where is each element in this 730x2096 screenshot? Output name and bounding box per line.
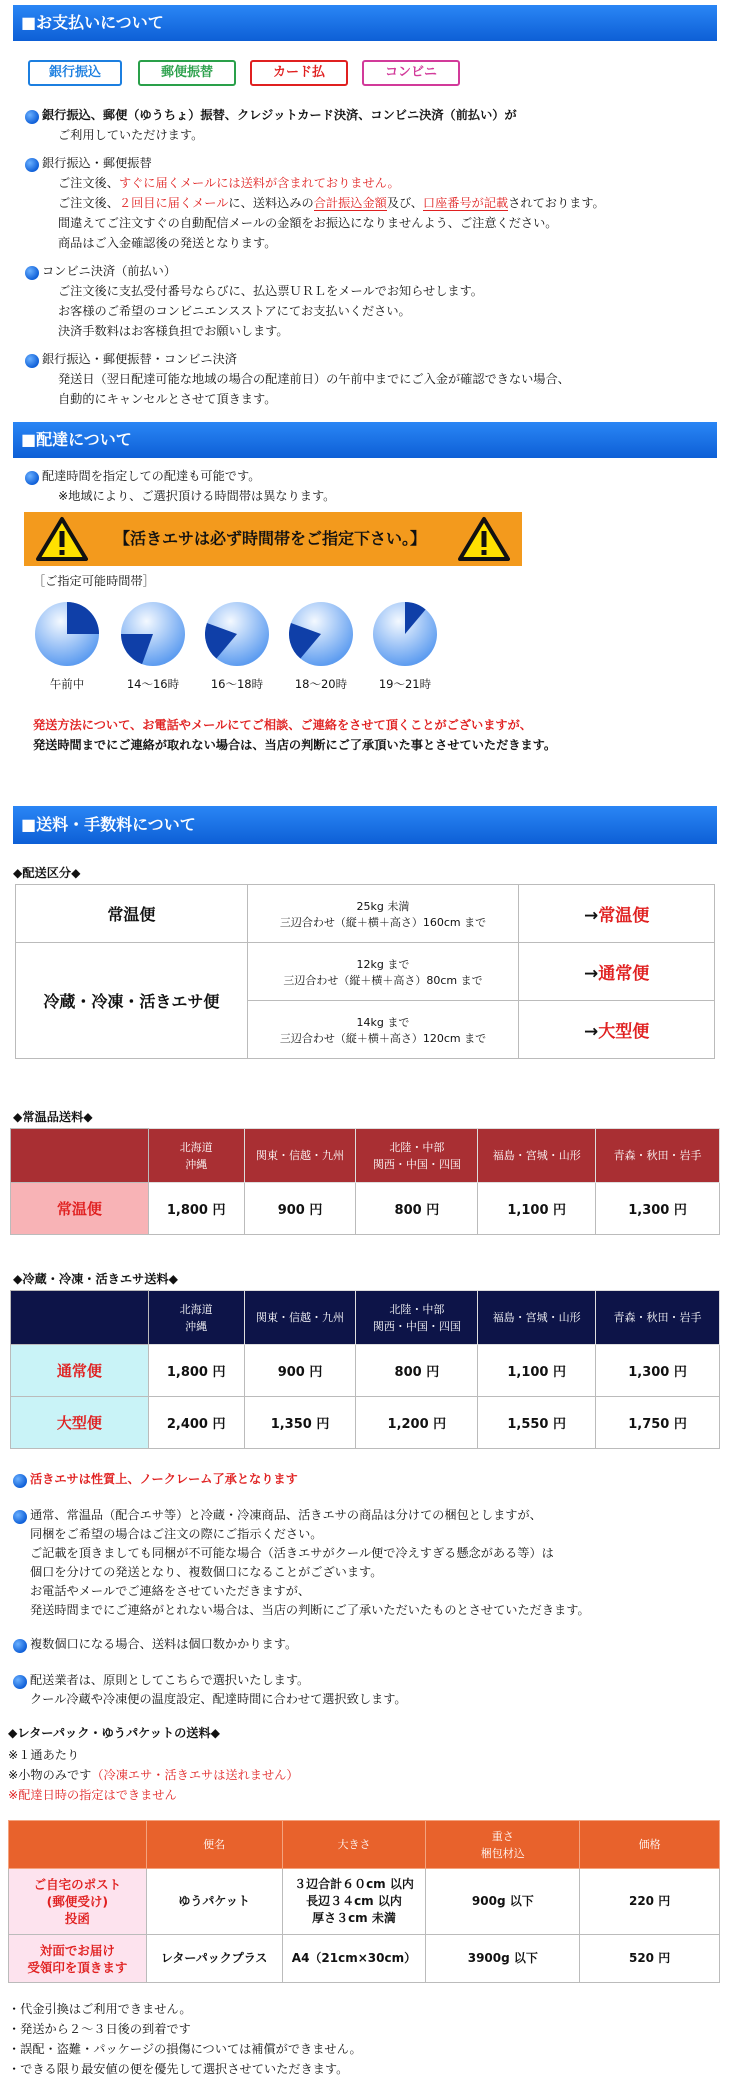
- warning-icon: [458, 516, 510, 562]
- region-header: 青森・秋田・岩手: [596, 1291, 720, 1345]
- time-slots-title: ［ご指定可能時間帯］: [33, 574, 155, 588]
- price-cell: 1,100 円: [478, 1345, 596, 1397]
- price-cell: 800 円: [356, 1345, 478, 1397]
- letterpack-column-header: 大きさ: [282, 1821, 426, 1869]
- conv-line-3: 決済手数料はお客様負担でお願いします。: [58, 324, 289, 338]
- bank-line-1: ご注文後、すぐに届くメールには送料が含まれておりません。: [58, 176, 400, 190]
- multi-parcel-note: 複数個口になる場合、送料は個口数かかります。: [30, 1637, 298, 1651]
- region-header: 福島・宮城・山形: [478, 1291, 596, 1345]
- time-warning-banner: [24, 512, 522, 566]
- bullet-icon: [25, 158, 39, 172]
- method-postal-transfer: 郵便振替: [138, 60, 236, 86]
- price-cell: 1,800 円: [148, 1183, 244, 1235]
- price-cell: 1,750 円: [596, 1397, 720, 1449]
- bullet-icon: [25, 471, 39, 485]
- letterpack-title: ◆レターパック・ゆうパケットの送料◆: [8, 1726, 221, 1740]
- method-convenience: コンビニ: [362, 60, 460, 86]
- time-slot-label: 18～20時: [294, 677, 348, 691]
- price-cell: 1,800 円: [148, 1345, 244, 1397]
- class-result: →大型便: [519, 1001, 715, 1059]
- letterpack-column-header: [9, 1821, 147, 1869]
- cold-title: ◆冷蔵・冷凍・活きエサ送料◆: [13, 1272, 178, 1286]
- weight-limit: 900g 以下: [426, 1869, 580, 1935]
- price-cell: 1,300 円: [596, 1183, 720, 1235]
- letterpack-note-3: ※配達日時の指定はできません: [8, 1788, 177, 1802]
- conv-line-1: ご注文後に支払受付番号ならびに、払込票ＵＲＬをメールでお知らせします。: [58, 284, 483, 298]
- delivery-note: 発送時間までにご連絡が取れない場合は、当店の判断にご了承頂いた事とさせていただきます。: [33, 738, 557, 752]
- letterpack-column-header: 便名: [146, 1821, 282, 1869]
- room-temp-title: ◆常温品送料◆: [13, 1110, 93, 1124]
- time-slot-label: 14～16時: [126, 677, 180, 691]
- bank-title: 銀行振込・郵便振替: [42, 156, 152, 170]
- letterpack-footer: ・誤配・盗難・パッケージの損傷については補償ができません。: [8, 2042, 362, 2056]
- bullet-icon: [13, 1675, 27, 1689]
- bullet-icon: [25, 354, 39, 368]
- class-condition: 25kg 未満 三辺合わせ（縦＋横＋高さ）160cm まで: [247, 885, 519, 943]
- letterpack-footer: ・できる限り最安値の便を優先して選択させていただきます。: [8, 2062, 349, 2076]
- price: 520 円: [580, 1935, 720, 1983]
- pack-line: 同梱をご希望の場合はご注文の際にご指示ください。: [30, 1527, 323, 1541]
- clock-icon: [287, 600, 355, 668]
- method-bank-transfer: 銀行振込: [28, 60, 122, 86]
- region-header: 北海道 沖縄: [148, 1291, 244, 1345]
- time-slot-label: 19～21時: [378, 677, 432, 691]
- carrier-line: 配送業者は、原則としてこちらで選択いたします。: [30, 1673, 310, 1687]
- letterpack-table: [8, 1820, 720, 1983]
- price-cell: 1,300 円: [596, 1345, 720, 1397]
- delivery-note-red: 発送方法について、お電話やメールにてご相談、ご連絡をさせて頂くことがございますが、: [33, 718, 532, 732]
- cold-price-table: [10, 1290, 720, 1449]
- pack-line: お電話やメールでご連絡をさせていただきますが、: [30, 1584, 311, 1598]
- price-cell: 1,550 円: [478, 1397, 596, 1449]
- warning-icon: [36, 516, 88, 562]
- delivery-line-1: 配達時間を指定しての配達も可能です。: [42, 469, 261, 483]
- service-name: レターパックプラス: [146, 1935, 282, 1983]
- delivery-method: 対面でお届け 受領印を頂きます: [9, 1935, 147, 1983]
- letterpack-footer: ・発送から２～３日後の到着です: [8, 2022, 191, 2036]
- letterpack-note-2: ※小物のみです（冷凍エサ・活きエサは送れません）: [8, 1768, 299, 1782]
- class-condition: 12kg まで 三辺合わせ（縦＋横＋高さ）80cm まで: [247, 943, 519, 1001]
- method-card: カード払: [250, 60, 348, 86]
- conv-title: コンビニ決済（前払い）: [42, 264, 177, 278]
- class-category: 冷蔵・冷凍・活きエサ便: [16, 943, 248, 1059]
- delivery-method: ご自宅のポスト (郵便受け) 投函: [9, 1869, 147, 1935]
- clock-icon: [33, 600, 101, 668]
- size-limit: A4（21cm×30cm）: [282, 1935, 426, 1983]
- carrier-line: クール冷蔵や冷凍便の温度設定、配達時間に合わせて選択致します。: [30, 1692, 407, 1706]
- region-header: 関東・信越・九州: [244, 1291, 356, 1345]
- bullet-icon: [25, 266, 39, 280]
- price-row-label: 常温便: [11, 1183, 149, 1235]
- bullet-icon: [25, 110, 39, 124]
- price-cell: 800 円: [356, 1183, 478, 1235]
- bullet-icon: [13, 1510, 27, 1524]
- clock-icon: [119, 600, 187, 668]
- clock-icon: [203, 600, 271, 668]
- shipping-header: ■送料・手数料について: [13, 806, 717, 844]
- letterpack-column-header: 価格: [580, 1821, 720, 1869]
- service-name: ゆうパケット: [146, 1869, 282, 1935]
- class-result: →通常便: [519, 943, 715, 1001]
- price-cell: 1,200 円: [356, 1397, 478, 1449]
- letterpack-footer: ・代金引換はご利用できません。: [8, 2002, 192, 2016]
- region-header: 福島・宮城・山形: [478, 1129, 596, 1183]
- class-result: →常温便: [519, 885, 715, 943]
- region-header: 北陸・中部 関西・中国・四国: [356, 1291, 478, 1345]
- letterpack-note-1: ※１通あたり: [8, 1748, 80, 1762]
- size-limit: ３辺合計６０cm 以内 長辺３４cm 以内 厚さ３cm 未満: [282, 1869, 426, 1935]
- class-category: 常温便: [16, 885, 248, 943]
- price-cell: 2,400 円: [148, 1397, 244, 1449]
- cancel-line-2: 自動的にキャンセルとさせて頂きます。: [58, 392, 277, 406]
- region-header: 青森・秋田・岩手: [596, 1129, 720, 1183]
- weight-limit: 3900g 以下: [426, 1935, 580, 1983]
- bank-line-3: 間違えてご注文すぐの自動配信メールの金額をお振込になりませんよう、ご注意ください。: [58, 216, 558, 230]
- price-cell: 1,100 円: [478, 1183, 596, 1235]
- price-cell: 900 円: [244, 1345, 356, 1397]
- time-slot-label: 16～18時: [210, 677, 264, 691]
- bank-line-2: ご注文後、２回目に届くメールに、送料込みの合計振込金額及び、口座番号が記載されております。: [58, 196, 605, 210]
- class-title: ◆配送区分◆: [13, 866, 81, 880]
- live-bait-note: 活きエサは性質上、ノークレーム了承となります: [30, 1472, 298, 1486]
- payment-header: ■お支払いについて: [13, 5, 717, 41]
- price: 220 円: [580, 1869, 720, 1935]
- pack-line: ご記載を頂きましても同梱が不可能な場合（活きエサがクール便で冷えすぎる懸念がある等）は: [30, 1546, 554, 1560]
- bank-line-4: 商品はご入金確認後の発送となります。: [58, 236, 277, 250]
- price-row-label: 大型便: [11, 1397, 149, 1449]
- region-header: 北海道 沖縄: [148, 1129, 244, 1183]
- delivery-line-2: ※地域により、ご選択頂ける時間帯は異なります。: [58, 489, 336, 503]
- shipping-class-table: [15, 884, 715, 1059]
- region-header: [11, 1129, 149, 1183]
- class-condition: 14kg まで 三辺合わせ（縦＋横＋高さ）120cm まで: [247, 1001, 519, 1059]
- cancel-line-1: 発送日（翌日配達可能な地域の場合の配達前日）の午前中までにご入金が確認できない場合、: [58, 372, 570, 386]
- price-row-label: 通常便: [11, 1345, 149, 1397]
- bullet-icon: [13, 1639, 27, 1653]
- bullet-icon: [13, 1474, 27, 1488]
- region-header: 北陸・中部 関西・中国・四国: [356, 1129, 478, 1183]
- pack-line: 通常、常温品（配合エサ等）と冷蔵・冷凍商品、活きエサの商品は分けての梱包としますが、: [30, 1508, 542, 1522]
- room-temp-price-table: [10, 1128, 720, 1235]
- warning-text: 【活きエサは必ず時間帯をご指定下さい。】: [113, 529, 426, 548]
- region-header: 関東・信越・九州: [244, 1129, 356, 1183]
- delivery-header: ■配達について: [13, 422, 717, 458]
- time-slot-label: 午前中: [49, 677, 85, 691]
- price-cell: 900 円: [244, 1183, 356, 1235]
- region-header: [11, 1291, 149, 1345]
- pack-line: 個口を分けての発送となり、複数個口になることがございます。: [30, 1565, 383, 1579]
- letterpack-column-header: 重さ 梱包材込: [426, 1821, 580, 1869]
- payment-intro-1: 銀行振込、郵便（ゆうちょ）振替、クレジットカード決済、コンビニ決済（前払い）が: [42, 108, 517, 122]
- cancel-title: 銀行振込・郵便振替・コンビニ決済: [42, 352, 237, 366]
- pack-line: 発送時間までにご連絡がとれない場合は、当店の判断にご了承いただいたものとさせていただきます。: [30, 1603, 590, 1617]
- payment-intro-2: ご利用していただけます。: [58, 128, 204, 142]
- clock-icon: [371, 600, 439, 668]
- conv-line-2: お客様のご希望のコンビニエンスストアにてお支払いください。: [58, 304, 411, 318]
- price-cell: 1,350 円: [244, 1397, 356, 1449]
